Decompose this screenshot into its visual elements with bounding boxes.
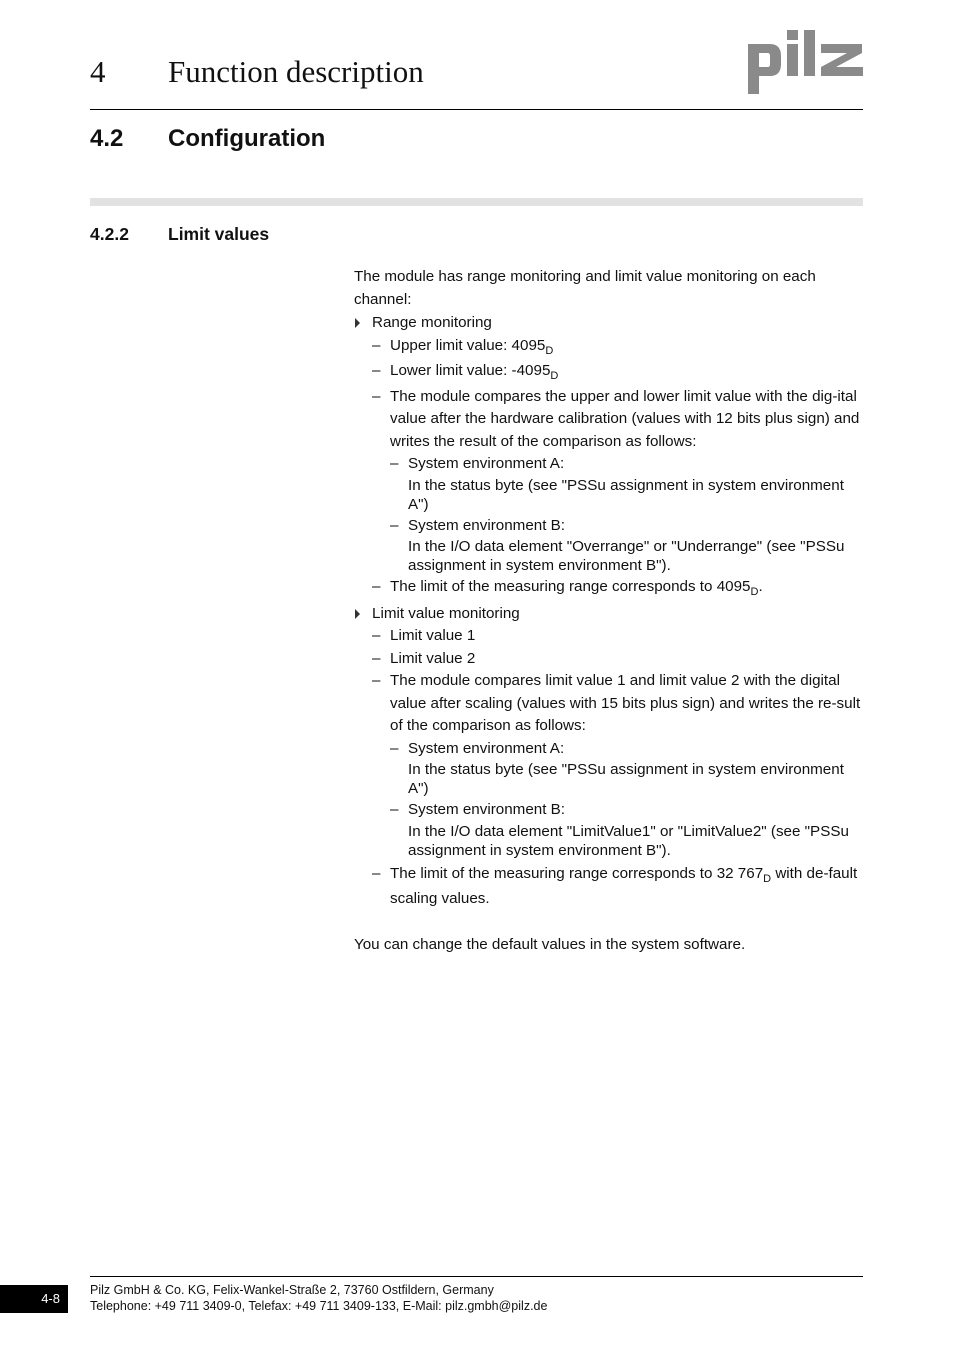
- env-b-description: In the I/O data element "Overrange" or "Underrange" (see "PSSu assignment in system environment B").: [408, 538, 845, 574]
- footer-address: [90, 1282, 547, 1314]
- page-number: 4-8: [41, 1291, 60, 1306]
- footer-rule: [90, 1276, 863, 1277]
- list-item-range-monitoring: Range monitoring: [354, 312, 864, 335]
- env-a-description: In the status byte (see "PSSu assignment in system environment A"): [408, 761, 844, 797]
- chapter-title: Function description: [168, 54, 424, 89]
- chapter-number: 4: [90, 54, 106, 89]
- header-rule: [90, 109, 863, 110]
- list-item-limit-value-2: – Limit value 2: [372, 649, 476, 667]
- list-item-limit-value-1: – Limit value 1: [372, 627, 476, 644]
- list-item-env-b: – System environment B:: [390, 801, 565, 818]
- list-item-limit-compare: – The module compares limit value 1 and limit value 2 with the digital value after scaling (values with 15 bits plus sign) and writes the re-sult of the comparison as follows:: [372, 672, 861, 734]
- subsection-number: 4.2.2: [90, 224, 129, 244]
- list-item-limit-range: – The limit of the measuring range corresponds to 32 $767_D$ with de-fault scaling values.: [372, 864, 858, 907]
- section-title: Configuration: [168, 125, 326, 152]
- list-item-limit-value-monitoring: Limit value monitoring: [354, 603, 864, 626]
- list-item-range-limit: – The limit of the measuring range corresponds to $4095_D$.: [372, 578, 763, 598]
- list-item-upper-limit: – Upper limit value: $4095_D$: [372, 336, 554, 357]
- bullet-arrow-icon: [355, 609, 360, 619]
- list-item-lower-limit: – Lower limit value: $-4095_D$: [372, 362, 559, 382]
- env-a-description: In the status byte (see "PSSu assignment in system environment A"): [408, 476, 844, 513]
- section-number: 4.2: [90, 125, 124, 152]
- monitoring-list: [354, 312, 864, 911]
- list-item-env-a: – System environment A:: [390, 455, 565, 472]
- list-item-range-compare: – The module compares the upper and lower limit value with the dig-ital value after the hardware calibration (values with 12 bits plus sign) and writes the result of the comparison as follows:: [372, 387, 860, 450]
- list-item-env-a: – System environment A:: [390, 739, 565, 757]
- pilz-logo: [748, 30, 864, 96]
- list-item-env-b: – System environment B:: [390, 516, 565, 534]
- subsection-title: Limit values: [168, 224, 270, 244]
- bullet-arrow-icon: [355, 318, 360, 328]
- page-number-box: [0, 1285, 68, 1313]
- body-text: [354, 266, 864, 956]
- env-b-description: In the I/O data element "LimitValue1" or "LimitValue2" (see "PSSu assignment in system environment B").: [408, 822, 849, 859]
- section-divider-bar: [90, 198, 863, 206]
- footer-line-company: Pilz GmbH & Co. KG, Felix-Wankel-Straße 2, 73760 Ostfildern, Germany: [90, 1283, 494, 1297]
- intro-paragraph: The module has range monitoring and limit value monitoring on each channel:: [354, 268, 816, 308]
- footer-line-contact: Telephone: +49 711 3409-0, Telefax: +49 711 3409-133, E-Mail: pilz.gmbh@pilz.de: [90, 1299, 548, 1313]
- closing-paragraph: You can change the default values in the system software.: [354, 935, 746, 953]
